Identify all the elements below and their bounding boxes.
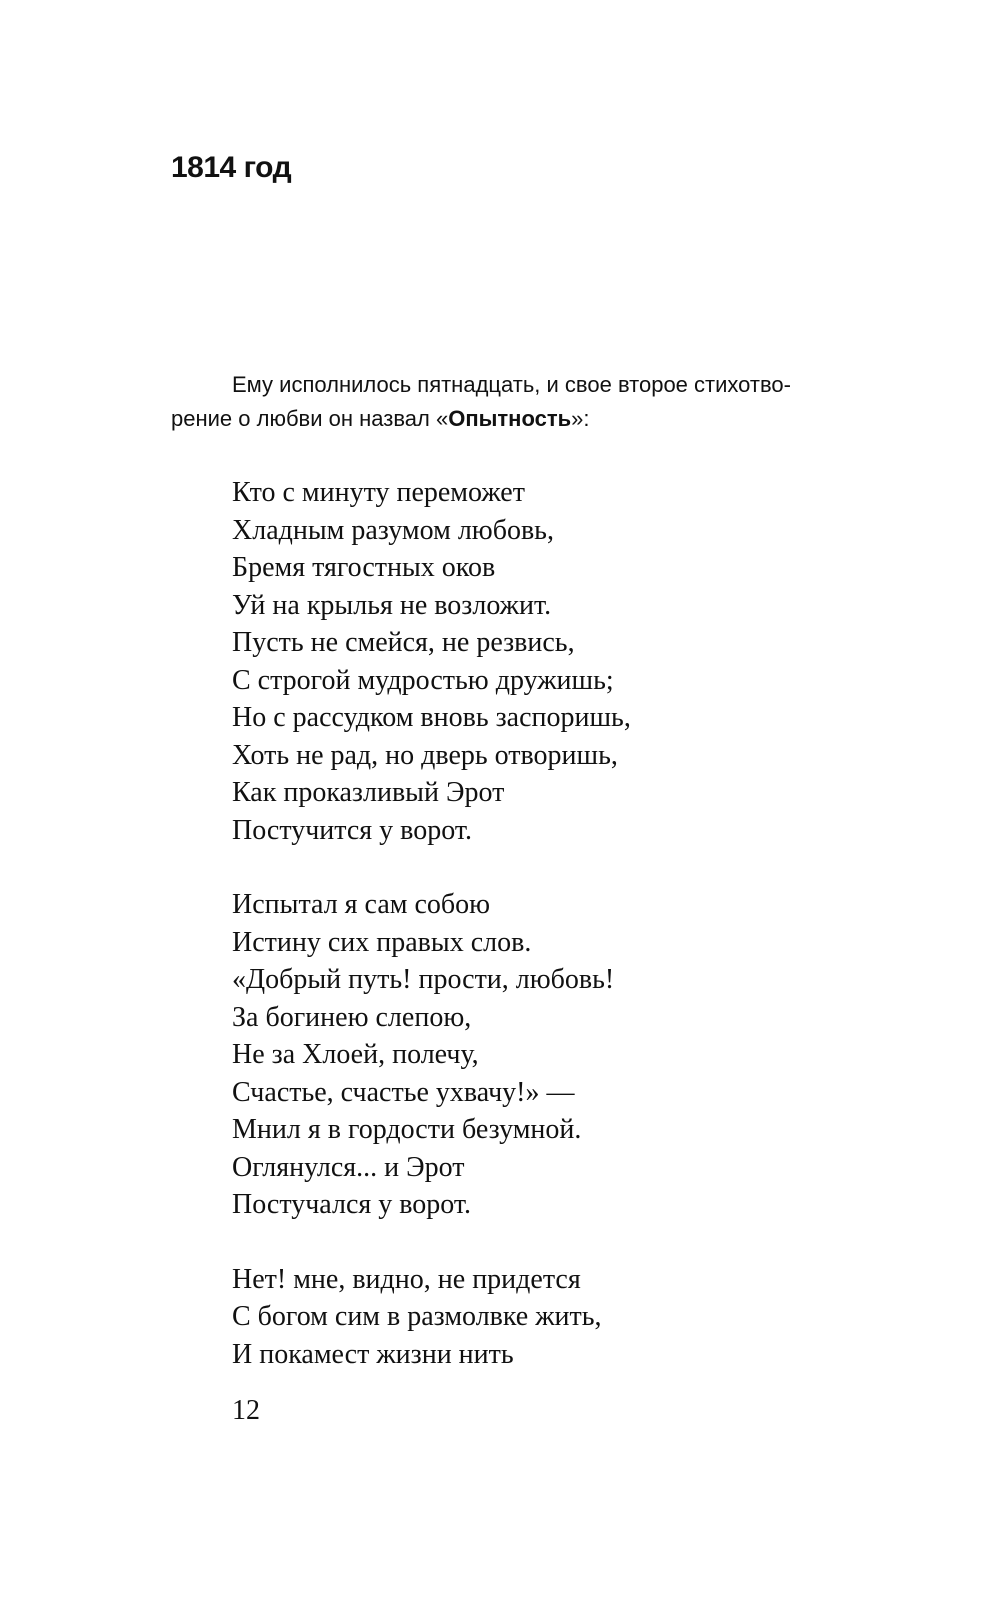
stanza-3 — [232, 1261, 631, 1374]
verse-line: Хладным разумом любовь, — [232, 514, 554, 546]
verse-line: Как проказливый Эрот — [232, 777, 505, 808]
verse-line: Кто с минуту переможет — [232, 477, 525, 508]
intro-line-2-suffix: »: — [571, 406, 590, 431]
intro-line-2-prefix: рение о любви он назвал « — [171, 406, 449, 431]
verse-line: Постучится у ворот. — [232, 814, 472, 846]
poem — [232, 474, 631, 1373]
poem-title-reference: Опытность — [448, 406, 572, 431]
verse-line: Испытал я сам собою — [232, 889, 491, 920]
chapter-heading: 1814 год — [171, 151, 292, 184]
verse-line: Постучался у ворот. — [232, 1189, 472, 1220]
verse-line: «Добрый путь! прости, любовь! — [232, 964, 615, 995]
verse-line: Уй на крылья не возложит. — [232, 589, 552, 621]
verse-line: Мнил я в гордости безумной. — [232, 1114, 582, 1145]
intro-paragraph — [171, 368, 891, 436]
verse-line: Не за Хлоей, полечу, — [232, 1039, 479, 1070]
verse-line: Оглянулся... и Эрот — [232, 1151, 465, 1183]
verse-line: С строгой мудростью дружишь; — [232, 664, 614, 696]
verse-line: С богом сим в размолвке жить, — [232, 1301, 602, 1332]
verse-line: Бремя тягостных оков — [232, 552, 496, 583]
verse-line: Но с рассудком вновь заспоришь, — [232, 702, 631, 733]
stanza-2 — [232, 886, 631, 1224]
intro-line-2 — [171, 402, 891, 436]
verse-line: Хоть не рад, но дверь отворишь, — [232, 739, 618, 771]
verse-line: За богинею слепою, — [232, 1001, 472, 1033]
page-number: 12 — [232, 1395, 260, 1426]
verse-line: Счастье, счастье ухвачу!» — — [232, 1076, 575, 1108]
intro-line-1: Ему исполнилось пятнадцать, и свое второе стихотво- — [232, 372, 791, 397]
verse-line: И покамест жизни нить — [232, 1338, 514, 1370]
verse-line: Нет! мне, видно, не придется — [232, 1263, 581, 1295]
verse-line: Пусть не смейся, не резвись, — [232, 627, 575, 658]
verse-line: Истину сих правых слов. — [232, 926, 532, 958]
stanza-1 — [232, 474, 631, 849]
